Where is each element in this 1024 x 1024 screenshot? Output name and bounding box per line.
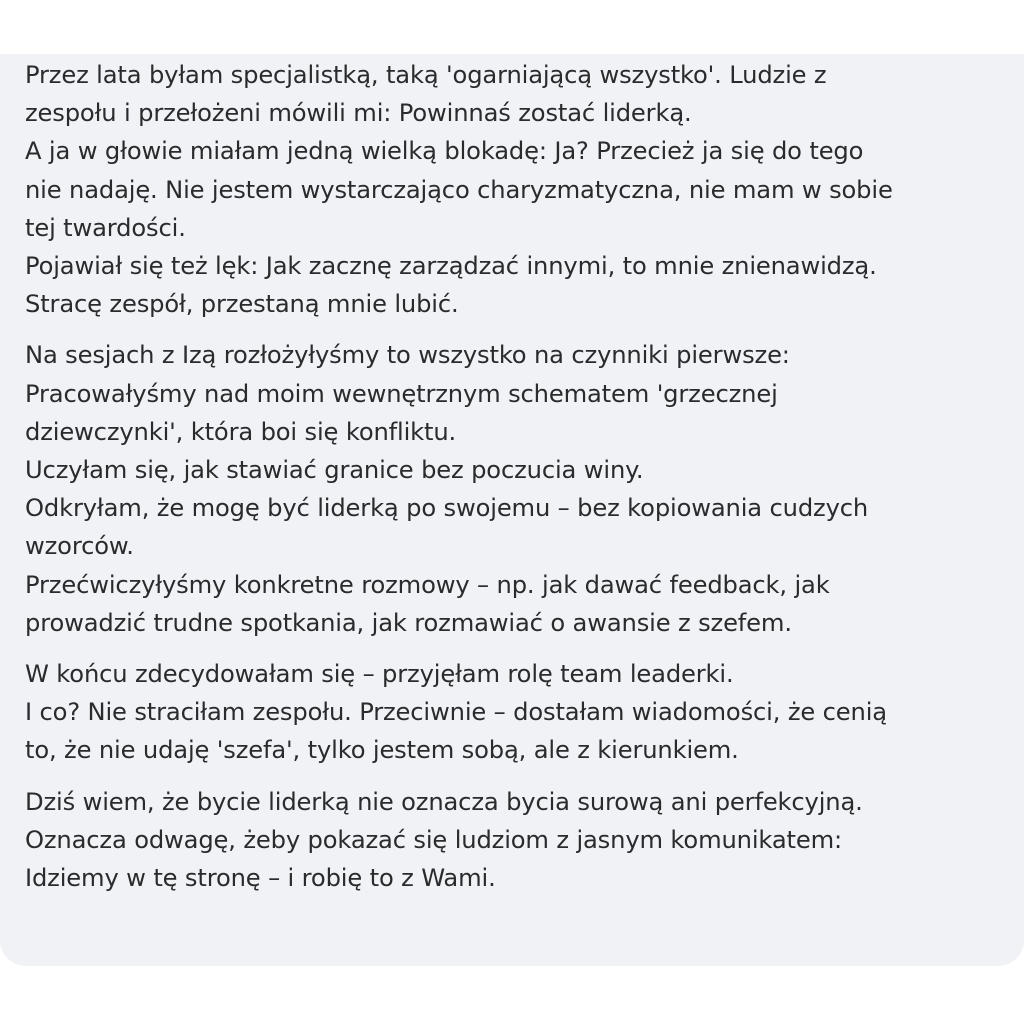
text-line: Stracę zespół, przestaną mnie lubić. [25, 290, 459, 319]
text-line: nie nadaję. Nie jestem wystarczająco charyzmatyczna, nie mam w sobie [25, 175, 893, 204]
paragraph-intro [25, 56, 1004, 323]
text-line: Odkryłam, że mogę być liderką po swojemu – bez kopiowania cudzych [25, 494, 869, 523]
text-line: tej twardości. [25, 213, 186, 242]
text-line: Uczyłam się, jak stawiać granice bez poczucia winy. [25, 456, 644, 485]
text-line: Pracowałyśmy nad moim wewnętrznym schematem 'grzecznej [25, 379, 778, 408]
text-line: Przećwiczyłyśmy konkretne rozmowy – np. jak dawać feedback, jak [25, 570, 830, 599]
paragraph-sessions [25, 336, 1004, 642]
text-line: to, że nie udaję 'szefa', tylko jestem sobą, ale z kierunkiem. [25, 736, 739, 765]
paragraph-conclusion [25, 783, 1004, 898]
text-line: W końcu zdecydowałam się – przyjęłam rolę team leaderki. [25, 660, 734, 689]
paragraph-decision [25, 655, 1004, 770]
text-line: Na sesjach z Izą rozłożyłyśmy to wszystko na czynniki pierwsze: [25, 341, 790, 370]
text-line: zespołu i przełożeni mówili mi: Powinnaś zostać liderką. [25, 99, 692, 128]
text-line: Oznacza odwagę, żeby pokazać się ludziom z jasnym komunikatem: [25, 825, 842, 854]
text-line: I co? Nie straciłam zespołu. Przeciwnie – dostałam wiadomości, że cenią [25, 698, 887, 727]
text-line: wzorców. [25, 532, 134, 561]
text-line: Dziś wiem, że bycie liderką nie oznacza bycia surową ani perfekcyjną. [25, 787, 863, 816]
text-line: A ja w głowie miałam jedną wielką blokadę: Ja? Przecież ja się do tego [25, 137, 864, 166]
text-line: Idziemy w tę stronę – i robię to z Wami. [25, 864, 496, 893]
text-line: dziewczynki', która boi się konfliktu. [25, 417, 457, 446]
text-line: Pojawiał się też lęk: Jak zacznę zarządzać innymi, to mnie znienawidzą. [25, 252, 877, 281]
text-line: prowadzić trudne spotkania, jak rozmawiać o awansie z szefem. [25, 608, 792, 637]
post-text-bubble [0, 54, 1024, 966]
text-line: Przez lata byłam specjalistką, taką 'ogarniającą wszystko'. Ludzie z [25, 61, 827, 89]
